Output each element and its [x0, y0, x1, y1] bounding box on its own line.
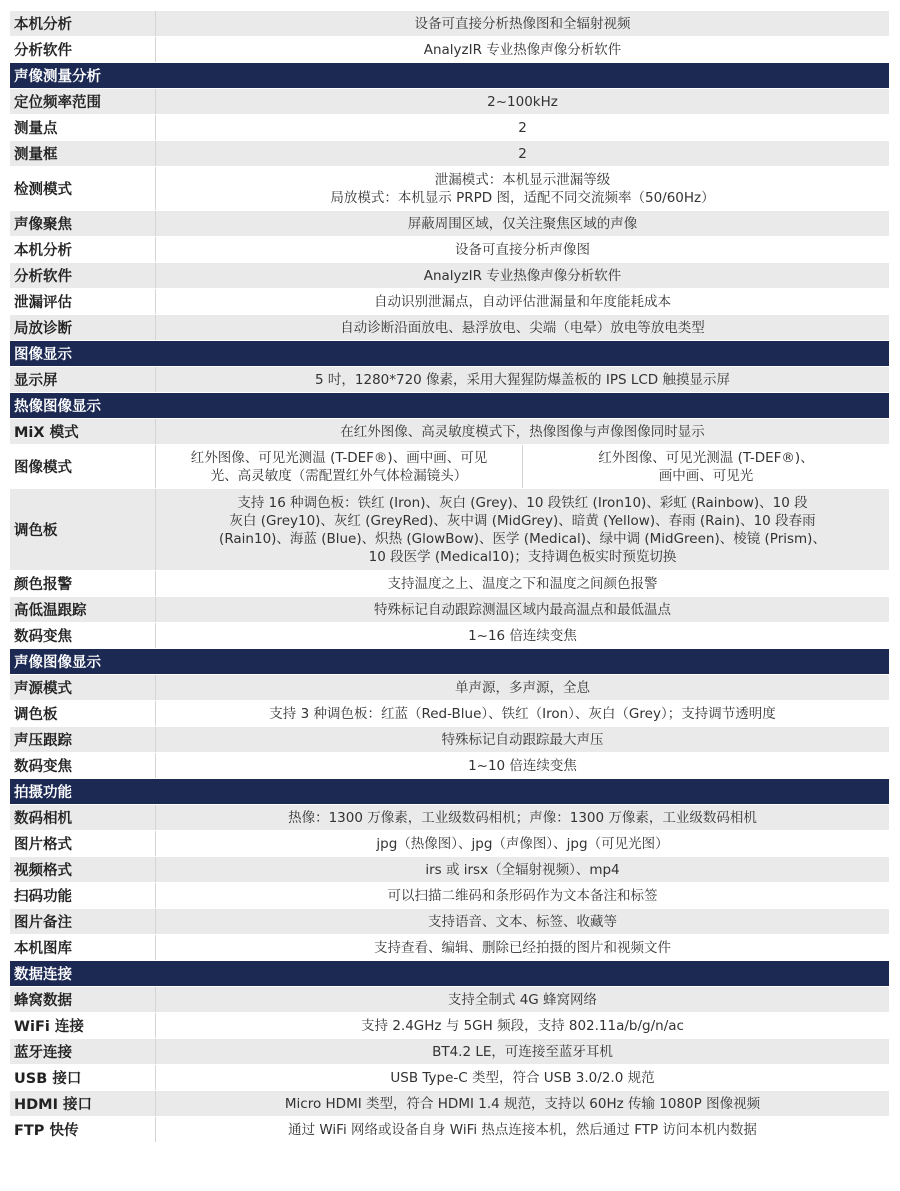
spec-row [10, 909, 889, 935]
spec-row [10, 1091, 889, 1117]
spec-row [10, 623, 889, 649]
spec-value: Micro HDMI 类型，符合 HDMI 1.4 规范，支持以 60Hz 传输 1080P 图像视频 [284, 1095, 761, 1112]
spec-label: 测量点 [10, 115, 156, 140]
spec-value: 设备可直接分析热像图和全辐射视频 [414, 15, 631, 32]
spec-value: 2~100kHz [487, 93, 558, 110]
spec-label: 本机图库 [10, 935, 156, 960]
spec-label: 数码变焦 [10, 753, 156, 778]
spec-row [10, 753, 889, 779]
spec-row [10, 315, 889, 341]
spec-value-right: 红外图像、可见光测温 (T-DEF®)、 画中画、可见光 [598, 449, 814, 484]
spec-value: 2 [518, 119, 527, 136]
spec-value: 支持 2.4GHz 与 5GH 频段，支持 802.11a/b/g/n/ac [361, 1017, 684, 1034]
spec-split-value [156, 445, 889, 488]
spec-label: 图片格式 [10, 831, 156, 856]
spec-label: 分析软件 [10, 37, 156, 62]
spec-label: 蓝牙连接 [10, 1039, 156, 1064]
spec-value: irs 或 irsx（全辐射视频）、mp4 [425, 861, 620, 878]
spec-row [10, 167, 889, 211]
spec-label: 检测模式 [10, 167, 156, 210]
section-header: 拍摄功能 [10, 779, 889, 805]
spec-label: USB 接口 [10, 1065, 156, 1090]
spec-value: 2 [518, 145, 527, 162]
spec-value: 可以扫描二维码和条形码作为文本备注和标签 [387, 887, 658, 904]
spec-label: 测量框 [10, 141, 156, 166]
spec-label: 泄漏评估 [10, 289, 156, 314]
spec-value: 支持温度之上、温度之下和温度之间颜色报警 [387, 575, 658, 592]
spec-label: MiX 模式 [10, 419, 156, 444]
spec-value: 热像：1300 万像素，工业级数码相机；声像：1300 万像素，工业级数码相机 [288, 809, 757, 826]
spec-table [10, 11, 889, 1143]
spec-value: 支持 3 种调色板：红蓝（Red-Blue）、铁红（Iron）、灰白（Grey）；支持调节透明度 [269, 705, 776, 722]
spec-value: 5 吋，1280*720 像素，采用大猩猩防爆盖板的 IPS LCD 触摸显示屏 [315, 371, 730, 388]
spec-row [10, 1065, 889, 1091]
spec-label: 蜂窝数据 [10, 987, 156, 1012]
spec-row [10, 675, 889, 701]
spec-label: HDMI 接口 [10, 1091, 156, 1116]
spec-row [10, 727, 889, 753]
spec-row [10, 211, 889, 237]
spec-row [10, 883, 889, 909]
spec-label: 声压跟踪 [10, 727, 156, 752]
spec-value: 特殊标记自动跟踪测温区域内最高温点和最低温点 [374, 601, 671, 618]
spec-row [10, 141, 889, 167]
spec-value: 特殊标记自动跟踪最大声压 [441, 731, 604, 748]
spec-value: 设备可直接分析声像图 [455, 241, 590, 258]
spec-value: AnalyzIR 专业热像声像分析软件 [423, 267, 622, 284]
spec-label: 数码变焦 [10, 623, 156, 648]
spec-label: 视频格式 [10, 857, 156, 882]
spec-value: BT4.2 LE，可连接至蓝牙耳机 [432, 1043, 613, 1060]
spec-value: 1~16 倍连续变焦 [468, 627, 577, 644]
spec-label: 局放诊断 [10, 315, 156, 340]
section-header: 声像测量分析 [10, 63, 889, 89]
spec-row [10, 89, 889, 115]
spec-label: 扫码功能 [10, 883, 156, 908]
spec-label: 分析软件 [10, 263, 156, 288]
spec-value: 支持 16 种调色板：铁红 (Iron)、灰白 (Grey)、10 段铁红 (Iron10)、彩虹 (Rainbow)、10 段 灰白 (Grey10)、灰红 (GreyRed)、灰中调 (MidGrey)、暗黄 (Yellow)、春雨 (Rain)、10 段春雨 (Rain10)、海蓝 (Blue)、炽热 (GlowBow)、医学 (Medical)、绿中调 (MidGreen)、棱镜 (Prism)、 10 段医学 (Medical10)；支持调色板实时预览切换 [219, 494, 826, 565]
section-header: 热像图像显示 [10, 393, 889, 419]
spec-row [10, 289, 889, 315]
spec-value: 支持语音、文本、标签、收藏等 [428, 913, 617, 930]
section-header: 声像图像显示 [10, 649, 889, 675]
spec-value: USB Type-C 类型，符合 USB 3.0/2.0 规范 [390, 1069, 655, 1086]
spec-label: 本机分析 [10, 11, 156, 36]
spec-label: FTP 快传 [10, 1117, 156, 1142]
spec-value: 泄漏模式：本机显示泄漏等级 局放模式：本机显示 PRPD 图，适配不同交流频率（50/60Hz） [330, 171, 715, 206]
spec-label: 图像模式 [10, 445, 156, 488]
spec-value: 支持全制式 4G 蜂窝网络 [447, 991, 598, 1008]
spec-label: 图片备注 [10, 909, 156, 934]
spec-row [10, 115, 889, 141]
spec-label: 声像聚焦 [10, 211, 156, 236]
spec-row [10, 831, 889, 857]
spec-row [10, 857, 889, 883]
spec-label: 调色板 [10, 489, 156, 570]
spec-row [10, 1013, 889, 1039]
spec-value: jpg（热像图）、jpg（声像图）、jpg（可见光图） [376, 835, 669, 852]
spec-row [10, 11, 889, 37]
section-header: 数据连接 [10, 961, 889, 987]
spec-value: 单声源，多声源，全息 [455, 679, 590, 696]
spec-label: 数码相机 [10, 805, 156, 830]
spec-label: 颜色报警 [10, 571, 156, 596]
spec-label: 定位频率范围 [10, 89, 156, 114]
spec-label: 高低温跟踪 [10, 597, 156, 622]
spec-row [10, 263, 889, 289]
spec-row [10, 987, 889, 1013]
spec-row [10, 445, 889, 489]
spec-value: 自动识别泄漏点，自动评估泄漏量和年度能耗成本 [374, 293, 671, 310]
spec-row [10, 597, 889, 623]
spec-value: 1~10 倍连续变焦 [468, 757, 577, 774]
spec-row [10, 367, 889, 393]
spec-row [10, 805, 889, 831]
spec-row [10, 935, 889, 961]
spec-label: 显示屏 [10, 367, 156, 392]
spec-row [10, 1117, 889, 1143]
spec-label: 本机分析 [10, 237, 156, 262]
spec-row [10, 1039, 889, 1065]
spec-row [10, 237, 889, 263]
spec-value: 支持查看、编辑、删除已经拍摄的图片和视频文件 [374, 939, 671, 956]
spec-value: AnalyzIR 专业热像声像分析软件 [423, 41, 622, 58]
spec-value-left: 红外图像、可见光测温 (T-DEF®)、画中画、可见 光、高灵敏度（需配置红外气体检漏镜头） [156, 445, 523, 488]
spec-value: 通过 WiFi 网络或设备自身 WiFi 热点连接本机，然后通过 FTP 访问本机内数据 [288, 1121, 757, 1138]
spec-row [10, 419, 889, 445]
spec-row [10, 701, 889, 727]
spec-row [10, 37, 889, 63]
spec-label: WiFi 连接 [10, 1013, 156, 1038]
spec-value: 在红外图像、高灵敏度模式下，热像图像与声像图像同时显示 [340, 423, 705, 440]
spec-row [10, 571, 889, 597]
spec-label: 声源模式 [10, 675, 156, 700]
spec-row [10, 489, 889, 571]
section-header: 图像显示 [10, 341, 889, 367]
spec-value: 自动诊断沿面放电、悬浮放电、尖端（电晕）放电等放电类型 [340, 319, 705, 336]
spec-value: 屏蔽周围区域，仅关注聚焦区域的声像 [407, 215, 638, 232]
spec-label: 调色板 [10, 701, 156, 726]
